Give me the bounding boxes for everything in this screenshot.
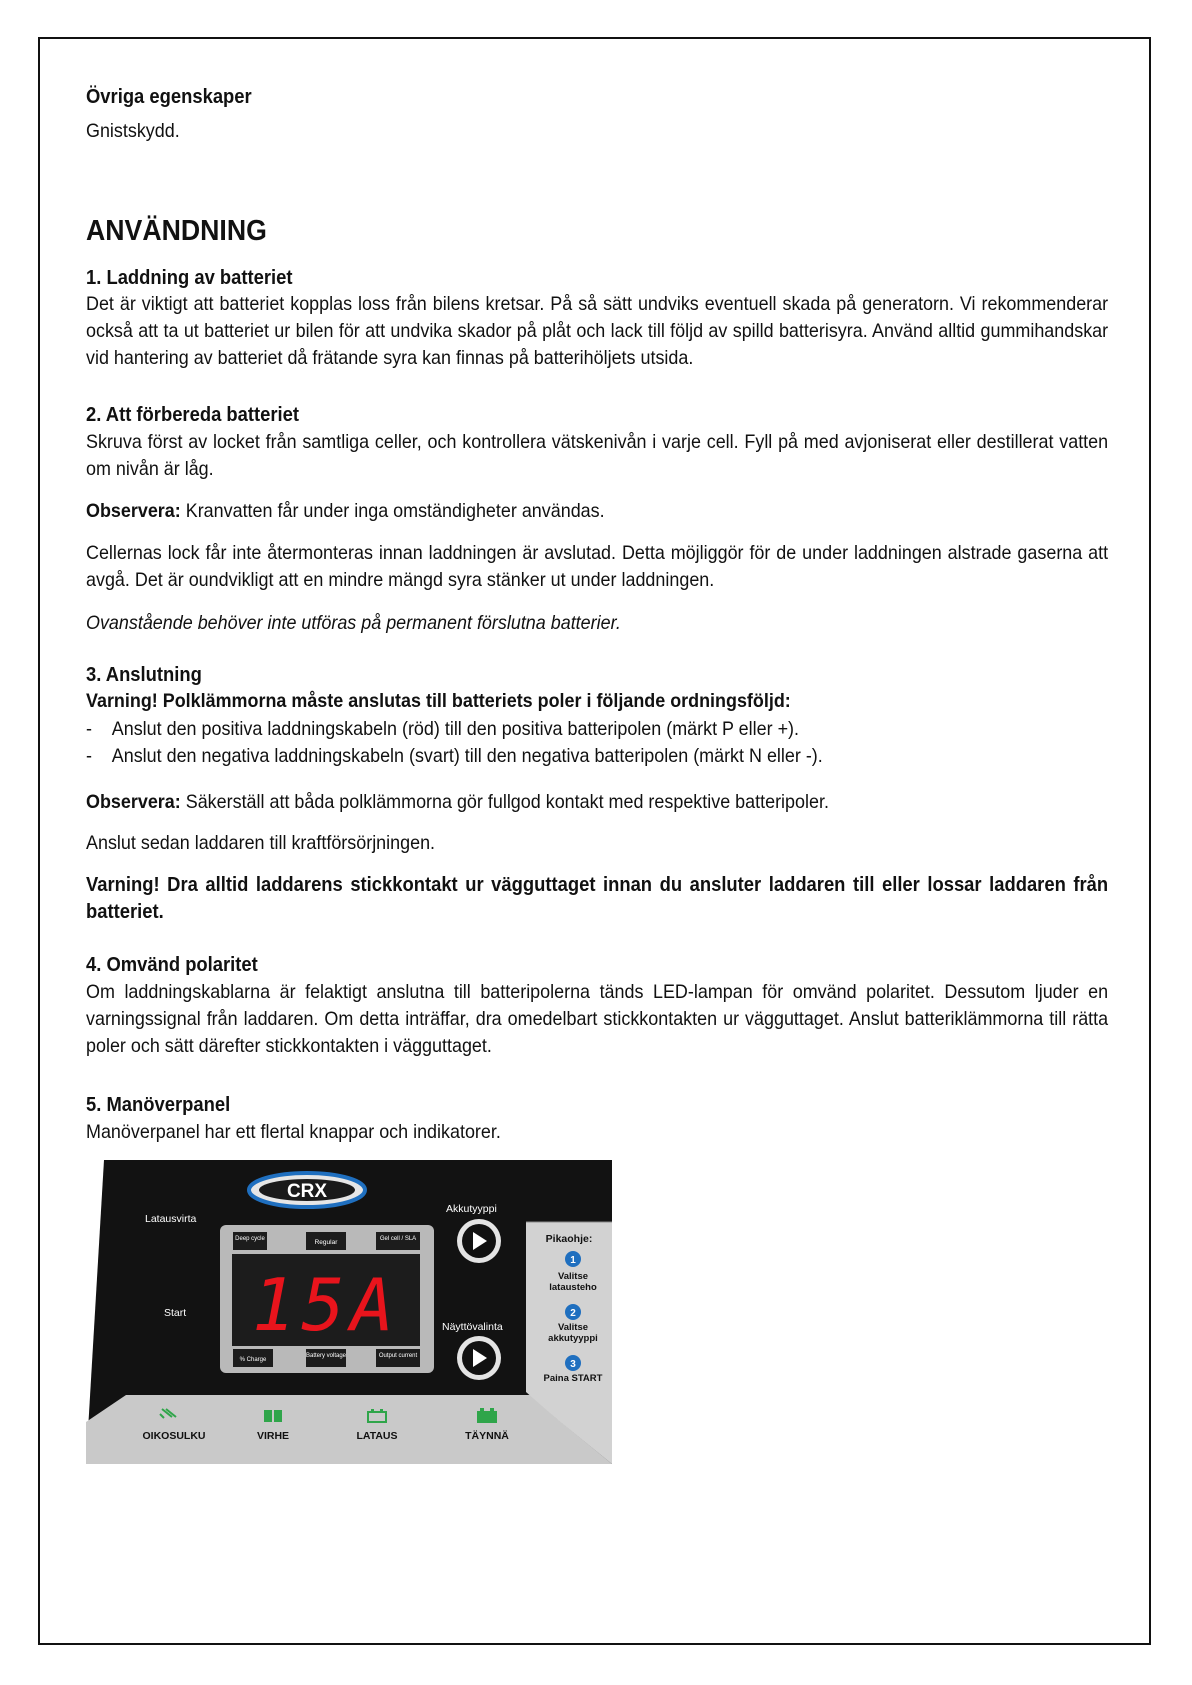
label-current: Latausvirta	[145, 1213, 197, 1225]
other-text: Gnistskydd.	[86, 120, 180, 142]
other-heading: Övriga egenskaper	[86, 86, 252, 108]
s3-warning: Varning! Polklämmorna måste anslutas till batteriets poler i följande ordningsföljd:	[86, 690, 791, 712]
svg-text:latausteho: latausteho	[549, 1282, 597, 1293]
s3-bullet-list	[86, 716, 1108, 770]
list-item: - Anslut den negativa laddningskabeln (svart) till den negativa batteripolen (märkt N eller -).	[86, 745, 823, 767]
s2-text: Skruva först av locket från samtliga celler, och kontrollera vätskenivån i varje cell. Fyll på med avjoniserat eller destillerat vatten om nivån är låg.	[86, 431, 1109, 480]
list-item: - Anslut den positiva laddningskabeln (röd) till den positiva batteripolen (märkt P eller +).	[86, 718, 799, 740]
s3-note-label: Observera:	[86, 791, 181, 813]
battery-full-icon	[477, 1411, 497, 1423]
bottom-mode-labels	[233, 1349, 420, 1367]
svg-text:akkutyyppi: akkutyyppi	[548, 1333, 598, 1344]
svg-text:3: 3	[570, 1359, 576, 1370]
svg-text:TÄYNNÄ: TÄYNNÄ	[465, 1430, 509, 1442]
svg-text:OIKOSULKU: OIKOSULKU	[142, 1430, 206, 1442]
s2-heading: 2. Att förbereda batteriet	[86, 404, 300, 426]
label-start: Start	[164, 1307, 187, 1319]
svg-text:Battery voltage: Battery voltage	[305, 1353, 347, 1359]
svg-text:2: 2	[570, 1308, 576, 1319]
battery-type-button[interactable]	[457, 1219, 501, 1263]
s3-heading: 3. Anslutning	[86, 664, 202, 686]
svg-text:Paina START: Paina START	[543, 1373, 603, 1384]
svg-text:Valitse: Valitse	[557, 1322, 589, 1333]
svg-text:Output current: Output current	[378, 1353, 418, 1359]
svg-text:Regular: Regular	[314, 1239, 338, 1246]
s3-note	[86, 789, 1026, 816]
s2-note	[86, 498, 1026, 525]
display-value: 15A	[251, 1263, 401, 1347]
s2-para2: Cellernas lock får inte återmonteras innan laddningen är avslutad. Detta möjliggör för de under laddningen alstrade gaserna att avgå. Det är oundvikligt att en mindre mängd syra stänker ut under laddningen.	[86, 542, 1109, 591]
s2-note-label: Observera:	[86, 500, 181, 522]
svg-text:Valitse: Valitse	[557, 1271, 589, 1282]
label-display-select: Näyttövalinta	[442, 1321, 503, 1333]
s5-heading: 5. Manöverpanel	[86, 1094, 231, 1116]
control-panel-illustration	[86, 1160, 636, 1464]
s2-note-text: Kranvatten får under inga omständigheter användas.	[180, 500, 605, 522]
svg-text:Gel cell / SLA: Gel cell / SLA	[379, 1236, 417, 1242]
svg-text:% Charge: % Charge	[239, 1357, 267, 1363]
usage-title: ANVÄNDNING	[86, 215, 267, 247]
top-mode-labels	[233, 1232, 420, 1250]
s4-text: Om laddningskablarna är felaktigt anslutna till batteripolerna tänds LED-lampan för omvänd polaritet. Dessutom ljuder en varningssignal från laddaren. Om detta inträffar, dra omedelbart stickkontakten ur vägguttaget. Anslut batteriklämmorna till rätta poler och sätt därefter stickkontakten i vägguttaget.	[86, 981, 1109, 1057]
svg-text:LATAUS: LATAUS	[356, 1430, 398, 1442]
svg-text:Deep cycle: Deep cycle	[235, 1236, 265, 1242]
s2-italic: Ovanstående behöver inte utföras på permanent förslutna batterier.	[86, 612, 621, 634]
s3-warning2: Varning! Dra alltid laddarens stickkontakt ur vägguttaget innan du ansluter laddaren till eller lossar laddaren från batteriet.	[86, 874, 1109, 923]
s1-text: Det är viktigt att batteriet kopplas loss från bilens kretsar. På så sätt undviks eventuell skada på generatorn. Vi rekommenderar också att ta ut batteriet ur bilen för att undvika skador på plåt och lack till följd av spilld batterisyra. Använd alltid gummihandskar vid hantering av batteriet då frätande syra kan finnas på batterihöljets utsida.	[86, 293, 1109, 369]
svg-text:VIRHE: VIRHE	[256, 1430, 290, 1442]
svg-text:1: 1	[570, 1255, 576, 1266]
s5-text: Manöverpanel har ett flertal knappar och indikatorer.	[86, 1121, 501, 1143]
label-battery-type: Akkutyyppi	[446, 1203, 497, 1215]
s3-note-text: Säkerställ att båda polklämmorna gör fullgod kontakt med respektive batteripoler.	[180, 791, 829, 813]
crx-logo	[249, 1173, 365, 1207]
s4-heading: 4. Omvänd polaritet	[86, 954, 258, 976]
quick-guide-title: Pikaohje:	[545, 1233, 593, 1245]
s3-para: Anslut sedan laddaren till kraftförsörjningen.	[86, 832, 436, 854]
s1-heading: 1. Laddning av batteriet	[86, 267, 293, 289]
logo-text: CRX	[286, 1181, 328, 1202]
display-select-button[interactable]	[457, 1336, 501, 1380]
